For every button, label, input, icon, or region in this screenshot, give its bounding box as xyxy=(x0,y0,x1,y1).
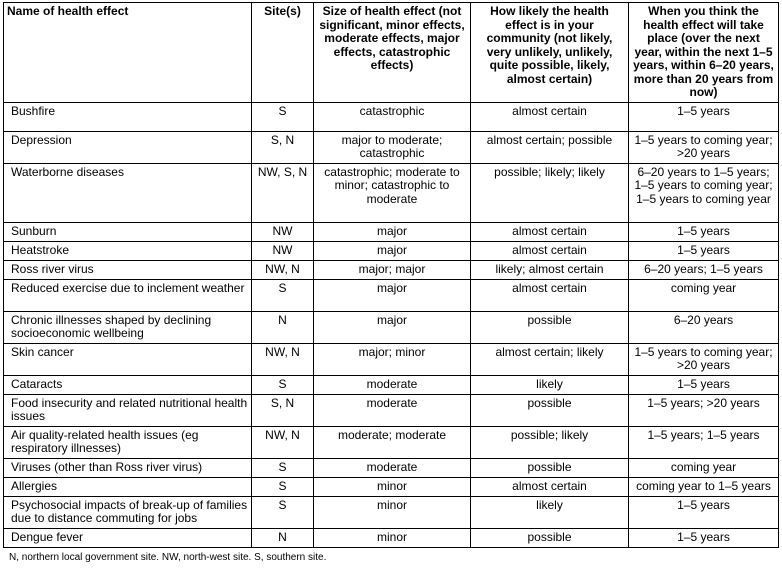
cell-sites: NW, S, N xyxy=(252,163,314,222)
cell-health-effect: Depression xyxy=(4,131,252,163)
health-effects-table xyxy=(3,2,779,548)
cell-sites: NW xyxy=(252,222,314,241)
table-header-row xyxy=(4,3,779,103)
cell-size: minor xyxy=(314,477,471,496)
table-row xyxy=(4,260,779,279)
cell-likelihood: likely; almost certain xyxy=(471,260,629,279)
cell-size: major xyxy=(314,241,471,260)
cell-size: major; minor xyxy=(314,343,471,375)
table-footnote: N, northern local government site. NW, north-west site. S, southern site. xyxy=(9,551,327,563)
cell-health-effect: Dengue fever xyxy=(4,528,252,547)
table-row xyxy=(4,222,779,241)
cell-health-effect: Bushfire xyxy=(4,102,252,131)
cell-sites: S xyxy=(252,102,314,131)
cell-likelihood: possible xyxy=(471,394,629,426)
cell-likelihood: almost certain; possible xyxy=(471,131,629,163)
cell-timing: coming year xyxy=(629,279,779,311)
cell-sites: NW xyxy=(252,241,314,260)
cell-health-effect: Food insecurity and related nutritional health issues xyxy=(4,394,252,426)
cell-timing: 6–20 years xyxy=(629,311,779,343)
cell-likelihood: possible xyxy=(471,311,629,343)
cell-timing: coming year to 1–5 years xyxy=(629,477,779,496)
cell-timing: 1–5 years xyxy=(629,222,779,241)
table-row xyxy=(4,311,779,343)
cell-size: major xyxy=(314,222,471,241)
cell-timing: 1–5 years xyxy=(629,241,779,260)
cell-likelihood: possible xyxy=(471,458,629,477)
header-health-effect: Name of health effect xyxy=(4,3,252,103)
cell-timing: 1–5 years xyxy=(629,496,779,528)
cell-sites: S xyxy=(252,477,314,496)
cell-sites: NW, N xyxy=(252,426,314,458)
cell-likelihood: possible xyxy=(471,528,629,547)
cell-size: major xyxy=(314,311,471,343)
cell-timing: 1–5 years; 1–5 years xyxy=(629,426,779,458)
cell-sites: N xyxy=(252,528,314,547)
table-row xyxy=(4,241,779,260)
header-size: Size of health effect (not significant, minor effects, moderate effects, major effects, catastrophic effects) xyxy=(314,3,471,103)
cell-sites: S xyxy=(252,279,314,311)
header-sites: Site(s) xyxy=(252,3,314,103)
cell-health-effect: Reduced exercise due to inclement weather xyxy=(4,279,252,311)
cell-likelihood: almost certain xyxy=(471,477,629,496)
table-body xyxy=(4,102,779,547)
cell-sites: N xyxy=(252,311,314,343)
cell-likelihood: likely xyxy=(471,375,629,394)
cell-size: catastrophic; moderate to minor; catastrophic to moderate xyxy=(314,163,471,222)
cell-sites: S, N xyxy=(252,394,314,426)
cell-size: catastrophic xyxy=(314,102,471,131)
cell-timing: 1–5 years xyxy=(629,375,779,394)
cell-likelihood: almost certain xyxy=(471,222,629,241)
table-row xyxy=(4,375,779,394)
table-row xyxy=(4,343,779,375)
table-row xyxy=(4,131,779,163)
cell-sites: S xyxy=(252,375,314,394)
cell-health-effect: Ross river virus xyxy=(4,260,252,279)
cell-timing: 6–20 years; 1–5 years xyxy=(629,260,779,279)
table-row xyxy=(4,163,779,222)
cell-health-effect: Viruses (other than Ross river virus) xyxy=(4,458,252,477)
cell-health-effect: Air quality-related health issues (eg respiratory illnesses) xyxy=(4,426,252,458)
cell-likelihood: possible; likely xyxy=(471,426,629,458)
header-likelihood: How likely the health effect is in your community (not likely, very unlikely, unlikely, quite possible, likely, almost certain) xyxy=(471,3,629,103)
cell-timing: coming year xyxy=(629,458,779,477)
cell-timing: 6–20 years to 1–5 years; 1–5 years to coming year; 1–5 years to coming year xyxy=(629,163,779,222)
cell-likelihood: almost certain; likely xyxy=(471,343,629,375)
cell-size: moderate; moderate xyxy=(314,426,471,458)
cell-size: moderate xyxy=(314,458,471,477)
cell-timing: 1–5 years to coming year; >20 years xyxy=(629,131,779,163)
cell-size: major xyxy=(314,279,471,311)
cell-likelihood: almost certain xyxy=(471,279,629,311)
table-row xyxy=(4,394,779,426)
header-timing: When you think the health effect will take place (over the next year, within the next 1–5 years, within 6–20 years, more than 20 years from now) xyxy=(629,3,779,103)
cell-health-effect: Waterborne diseases xyxy=(4,163,252,222)
cell-sites: S xyxy=(252,496,314,528)
cell-likelihood: almost certain xyxy=(471,241,629,260)
cell-health-effect: Skin cancer xyxy=(4,343,252,375)
cell-health-effect: Allergies xyxy=(4,477,252,496)
cell-timing: 1–5 years to coming year; >20 years xyxy=(629,343,779,375)
document xyxy=(3,2,779,564)
table-row xyxy=(4,477,779,496)
table-row xyxy=(4,102,779,131)
cell-health-effect: Chronic illnesses shaped by declining socioeconomic wellbeing xyxy=(4,311,252,343)
cell-sites: S, N xyxy=(252,131,314,163)
cell-health-effect: Sunburn xyxy=(4,222,252,241)
cell-timing: 1–5 years xyxy=(629,528,779,547)
cell-size: minor xyxy=(314,528,471,547)
cell-likelihood: likely xyxy=(471,496,629,528)
table-row xyxy=(4,426,779,458)
table-row xyxy=(4,496,779,528)
cell-sites: S xyxy=(252,458,314,477)
table-row xyxy=(4,458,779,477)
cell-timing: 1–5 years; >20 years xyxy=(629,394,779,426)
cell-sites: NW, N xyxy=(252,343,314,375)
cell-size: major; major xyxy=(314,260,471,279)
cell-likelihood: almost certain xyxy=(471,102,629,131)
cell-sites: NW, N xyxy=(252,260,314,279)
cell-timing: 1–5 years xyxy=(629,102,779,131)
cell-size: minor xyxy=(314,496,471,528)
cell-health-effect: Cataracts xyxy=(4,375,252,394)
table-row xyxy=(4,279,779,311)
cell-size: major to moderate; catastrophic xyxy=(314,131,471,163)
cell-health-effect: Psychosocial impacts of break-up of families due to distance commuting for jobs xyxy=(4,496,252,528)
cell-size: moderate xyxy=(314,394,471,426)
cell-size: moderate xyxy=(314,375,471,394)
cell-likelihood: possible; likely; likely xyxy=(471,163,629,222)
table-row xyxy=(4,528,779,547)
cell-health-effect: Heatstroke xyxy=(4,241,252,260)
